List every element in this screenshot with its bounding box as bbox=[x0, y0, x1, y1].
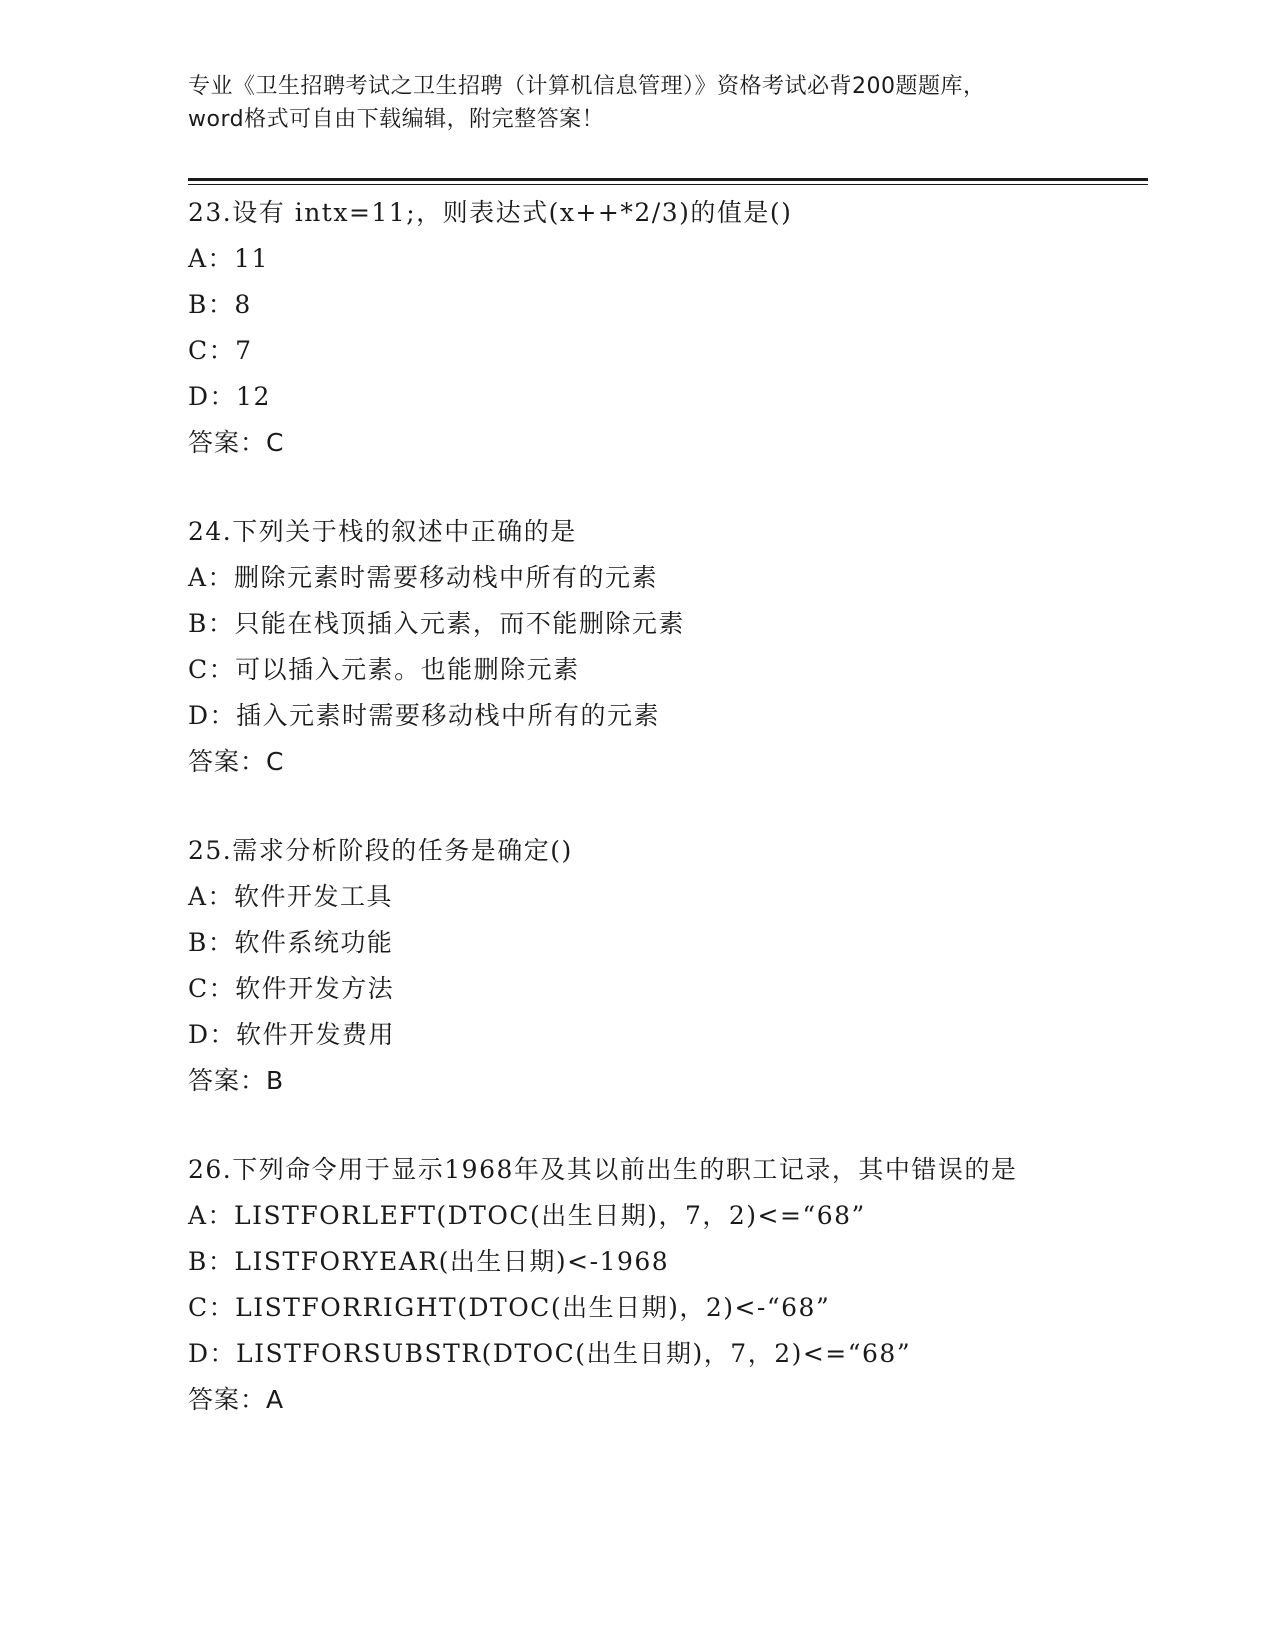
header-divider-thin bbox=[188, 184, 1148, 185]
option-d: D：LISTFORSUBSTR(DTOC(出生日期)，7，2)<=“68” bbox=[188, 1339, 912, 1368]
option-d: D：插入元素时需要移动栈中所有的元素 bbox=[188, 701, 661, 730]
question-26 bbox=[188, 1147, 1148, 1423]
question-stem: 23.设有 intx=11;，则表达式(x++*2/3)的值是() bbox=[188, 198, 793, 227]
document-header bbox=[188, 70, 1088, 136]
question-stem: 26.下列命令用于显示1968年及其以前出生的职工记录，其中错误的是 bbox=[188, 1155, 1018, 1184]
answer-label: 答案：C bbox=[188, 747, 285, 776]
header-divider-thick bbox=[188, 178, 1148, 181]
option-b: B：只能在栈顶插入元素，而不能删除元素 bbox=[188, 609, 685, 638]
question-23 bbox=[188, 190, 1148, 466]
answer-label: 答案：B bbox=[188, 1066, 285, 1095]
answer-label: 答案：C bbox=[188, 428, 285, 457]
header-line-2: word格式可自由下载编辑，附完整答案！ bbox=[188, 107, 605, 132]
option-d: D：软件开发费用 bbox=[188, 1020, 396, 1049]
option-a: A：软件开发工具 bbox=[188, 882, 394, 911]
question-stem: 25.需求分析阶段的任务是确定() bbox=[188, 836, 573, 865]
option-a: A：删除元素时需要移动栈中所有的元素 bbox=[188, 563, 659, 592]
option-a: A：11 bbox=[188, 244, 269, 273]
option-b: B：8 bbox=[188, 290, 252, 319]
option-b: B：LISTFORYEAR(出生日期)<-1968 bbox=[188, 1247, 670, 1276]
option-c: C：软件开发方法 bbox=[188, 974, 395, 1003]
question-24 bbox=[188, 509, 1148, 785]
option-d: D：12 bbox=[188, 382, 271, 411]
option-a: A：LISTFORLEFT(DTOC(出生日期)，7，2)<=“68” bbox=[188, 1201, 866, 1230]
question-list bbox=[188, 190, 1148, 1466]
question-25 bbox=[188, 828, 1148, 1104]
option-c: C：可以插入元素。也能删除元素 bbox=[188, 655, 580, 684]
option-b: B：软件系统功能 bbox=[188, 928, 394, 957]
answer-label: 答案：A bbox=[188, 1385, 285, 1414]
header-line-1: 专业《卫生招聘考试之卫生招聘（计算机信息管理）》资格考试必背200题题库， bbox=[188, 74, 986, 99]
question-stem: 24.下列关于栈的叙述中正确的是 bbox=[188, 517, 577, 546]
option-c: C：LISTFORRIGHT(DTOC(出生日期)，2)<-“68” bbox=[188, 1293, 831, 1322]
option-c: C：7 bbox=[188, 336, 253, 365]
